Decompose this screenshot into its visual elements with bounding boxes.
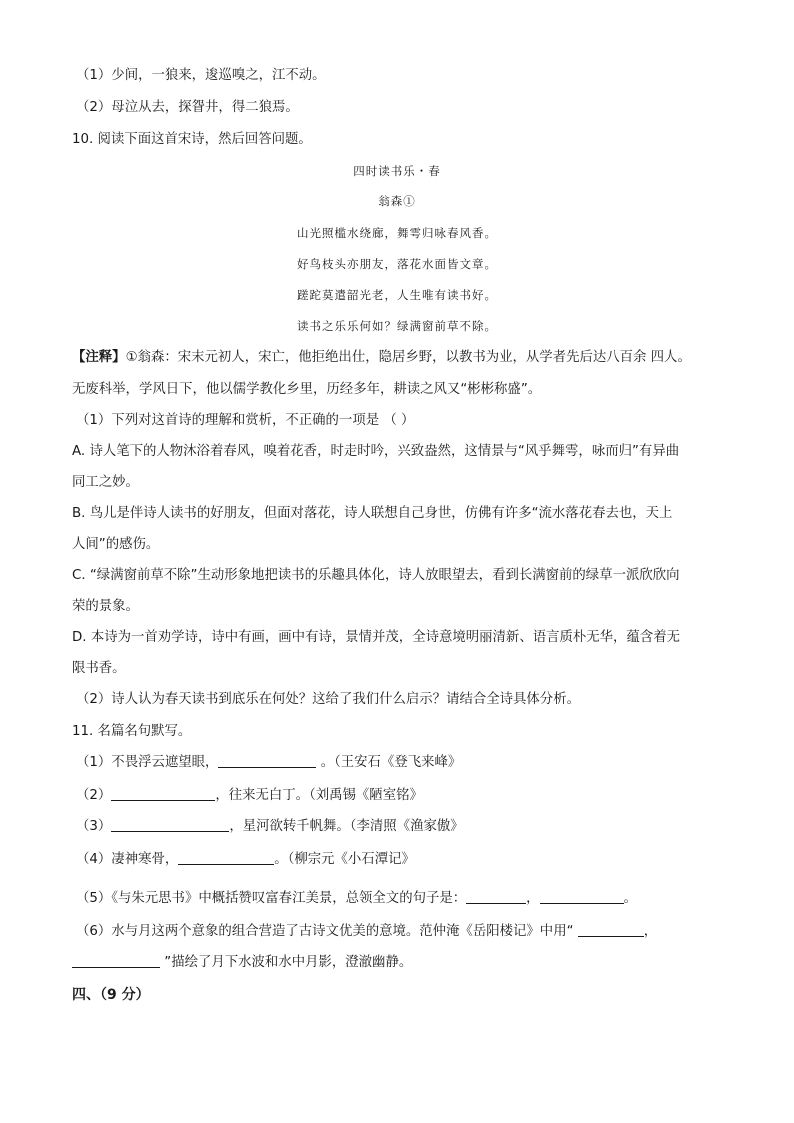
- dictation-text: 。（柳宗元《小石潭记》: [274, 852, 415, 867]
- dictation-text: （5）《与朱元思书》中概括赞叹富春江美景，总领全文的句子是：: [76, 891, 467, 906]
- annotation-text: ①翁森：宋末元初人，宋亡，他拒绝出仕，隐居乡野，以教书为业，从学者先后达八百余 四人。: [125, 350, 691, 365]
- question-10-stem: 10. 阅读下面这首宋诗，然后回答问题。: [72, 132, 312, 147]
- section-heading: 四、（9 分）: [72, 987, 150, 1003]
- dictation-1: [76, 753, 461, 773]
- dictation-text: 。: [623, 891, 637, 906]
- dictation-text: ，星河欲转千帆舞。（李清照《渔家傲》: [229, 819, 464, 834]
- poem-title: 四时读书乐・春: [353, 164, 441, 178]
- dictation-6: [76, 922, 657, 942]
- sub-question-1: （1）下列对这首诗的理解和赏析，不正确的一项是 （ ）: [76, 413, 415, 428]
- option-d-continued: 限书香。: [72, 661, 126, 676]
- q9-item-1: （1）少间，一狼来，逡巡嗅之，江不动。: [76, 68, 326, 83]
- dictation-4: [76, 850, 415, 870]
- dictation-text: （4）凄神寒骨，: [76, 852, 179, 867]
- dictation-2: [76, 786, 423, 806]
- dictation-6-continued: [72, 953, 412, 973]
- dictation-text: （3）: [76, 819, 112, 834]
- poem-line: 蹉跎莫遣韶光老，人生唯有读书好。: [297, 288, 497, 302]
- answer-blank[interactable]: [72, 953, 160, 968]
- question-11-stem: 11. 名篇名句默写。: [72, 724, 192, 739]
- option-b: B. 鸟儿是伴诗人读书的好朋友，但面对落花，诗人联想自己身世，仿佛有许多“流水落花春去也，天上: [72, 506, 673, 521]
- poem-line: 好鸟枝头亦朋友，落花水面皆文章。: [297, 257, 497, 271]
- annotation-continued: 无废科举，学风日下，他以儒学教化乡里，历经多年，耕读之风又“彬彬称盛”。: [72, 382, 542, 397]
- dictation-text: ，: [526, 891, 540, 906]
- poem-line: 山光照槛水绕廊，舞雩归咏春风香。: [297, 226, 497, 240]
- option-a: A. 诗人笔下的人物沐浴着春风，嗅着花香，时走时吟，兴致盎然，这情景与“风乎舞雩，咏而归”有异曲: [72, 444, 680, 459]
- answer-blank[interactable]: [466, 889, 526, 904]
- answer-blank[interactable]: [218, 753, 316, 768]
- option-b-continued: 人间”的感伤。: [72, 537, 160, 552]
- option-d: D. 本诗为一首劝学诗，诗中有画，画中有诗，景情并茂，全诗意境明丽清新、语言质朴无华，蕴含着无: [72, 630, 681, 645]
- option-c: C. “绿满窗前草不除”生动形象地把读书的乐趣具体化，诗人放眼望去，看到长满窗前的绿草一派欣欣向: [72, 568, 680, 583]
- dictation-text: （2）: [76, 788, 112, 803]
- annotation: [72, 348, 691, 368]
- answer-blank[interactable]: [578, 922, 644, 937]
- dictation-text: （1）不畏浮云遮望眼，: [76, 755, 219, 770]
- answer-blank[interactable]: [111, 786, 215, 801]
- dictation-text: ，: [643, 924, 658, 939]
- dictation-text: 。（王安石《登飞来峰》: [316, 755, 462, 770]
- option-c-continued: 荣的景象。: [72, 599, 139, 614]
- poem-author: 翁森①: [378, 194, 416, 208]
- option-a-continued: 同工之妙。: [72, 475, 139, 490]
- poem-line: 读书之乐乐何如？绿满窗前草不除。: [297, 319, 497, 333]
- dictation-3: [76, 817, 464, 837]
- dictation-5: [76, 889, 637, 909]
- answer-blank[interactable]: [178, 850, 274, 865]
- q9-item-2: （2）母泣从去，探眢井，得二狼焉。: [76, 100, 299, 115]
- sub-question-2: （2）诗人认为春天读书到底乐在何处？这给了我们什么启示？请结合全诗具体分析。: [76, 692, 580, 707]
- answer-blank[interactable]: [540, 889, 624, 904]
- dictation-text: （6）水与月这两个意象的组合营造了古诗文优美的意境。范仲淹《岳阳楼记》中用“: [76, 924, 578, 939]
- answer-blank[interactable]: [111, 817, 229, 832]
- dictation-text: ，往来无白丁。（刘禹锡《陋室铭》: [215, 788, 423, 803]
- dictation-text: ”描绘了月下水波和水中月影，澄澈幽静。: [160, 955, 413, 970]
- annotation-label: 【注释】: [72, 350, 126, 365]
